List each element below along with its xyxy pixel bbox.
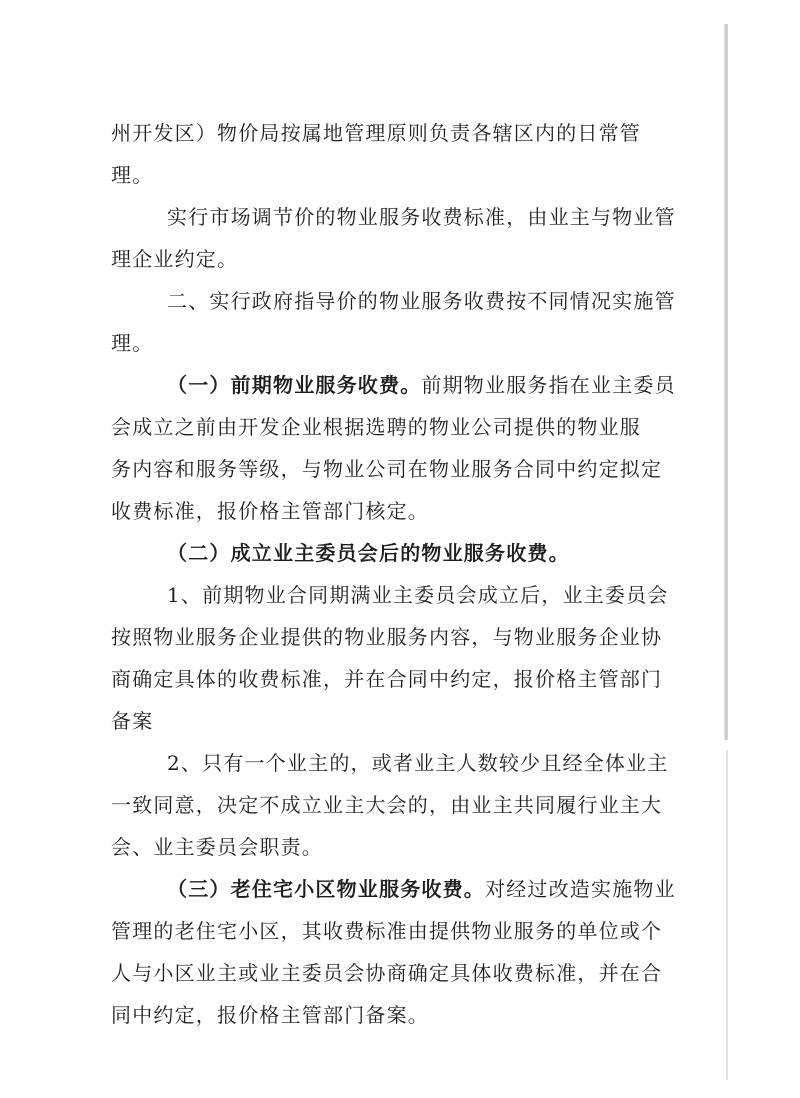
document-line: 1、前期物业合同期满业主委员会成立后，业主委员会 [167, 583, 669, 607]
document-line: 人与小区业主或业主委员会协商确定具体收费标准，并在合 [111, 961, 663, 985]
scan-edge-shadow [724, 24, 728, 740]
document-line: （三）老住宅小区物业服务收费。对经过改造实施物业 [167, 877, 676, 901]
document-line: 二、实行政府指导价的物业服务收费按不同情况实施管 [167, 289, 676, 313]
scan-edge-shadow-lower [726, 750, 728, 1080]
section-heading: （三）老住宅小区物业服务收费。 [167, 877, 485, 901]
document-line: 一致同意，决定不成立业主大会的，由业主共同履行业主大 [111, 793, 663, 817]
document-line: （一）前期物业服务收费。前期物业服务指在业主委员 [167, 373, 676, 397]
document-line: 州开发区）物价局按属地管理原则负责各辖区内的日常管 [111, 121, 641, 145]
document-line: 管理的老住宅小区，其收费标准由提供物业服务的单位或个 [111, 919, 663, 943]
document-line: 实行市场调节价的物业服务收费标准，由业主与物业管 [167, 205, 676, 229]
document-line: 2、只有一个业主的，或者业主人数较少且经全体业主 [167, 751, 669, 775]
document-line: 务内容和服务等级，与物业公司在物业服务合同中约定拟定 [111, 457, 663, 481]
document-line: 同中约定，报价格主管部门备案。 [111, 1003, 429, 1027]
document-line: 按照物业服务企业提供的物业服务内容，与物业服务企业协 [111, 625, 663, 649]
document-line [167, 540, 570, 566]
document-line: 商确定具体的收费标准，并在合同中约定，报价格主管部门 [111, 667, 663, 691]
document-line: 备案 [111, 709, 154, 733]
document-line: 会、业主委员会职责。 [111, 835, 323, 859]
document-line: 会成立之前由开发企业根据选聘的物业公司提供的物业服 [111, 415, 641, 439]
section-heading: （一）前期物业服务收费。 [167, 373, 422, 397]
document-line: 理企业约定。 [111, 247, 239, 271]
document-line: 理。 [111, 163, 154, 187]
section-heading: （二）成立业主委员会后的物业服务收费。 [167, 541, 570, 565]
document-line: 理。 [111, 331, 154, 355]
document-line: 收费标准，报价格主管部门核定。 [111, 499, 429, 523]
